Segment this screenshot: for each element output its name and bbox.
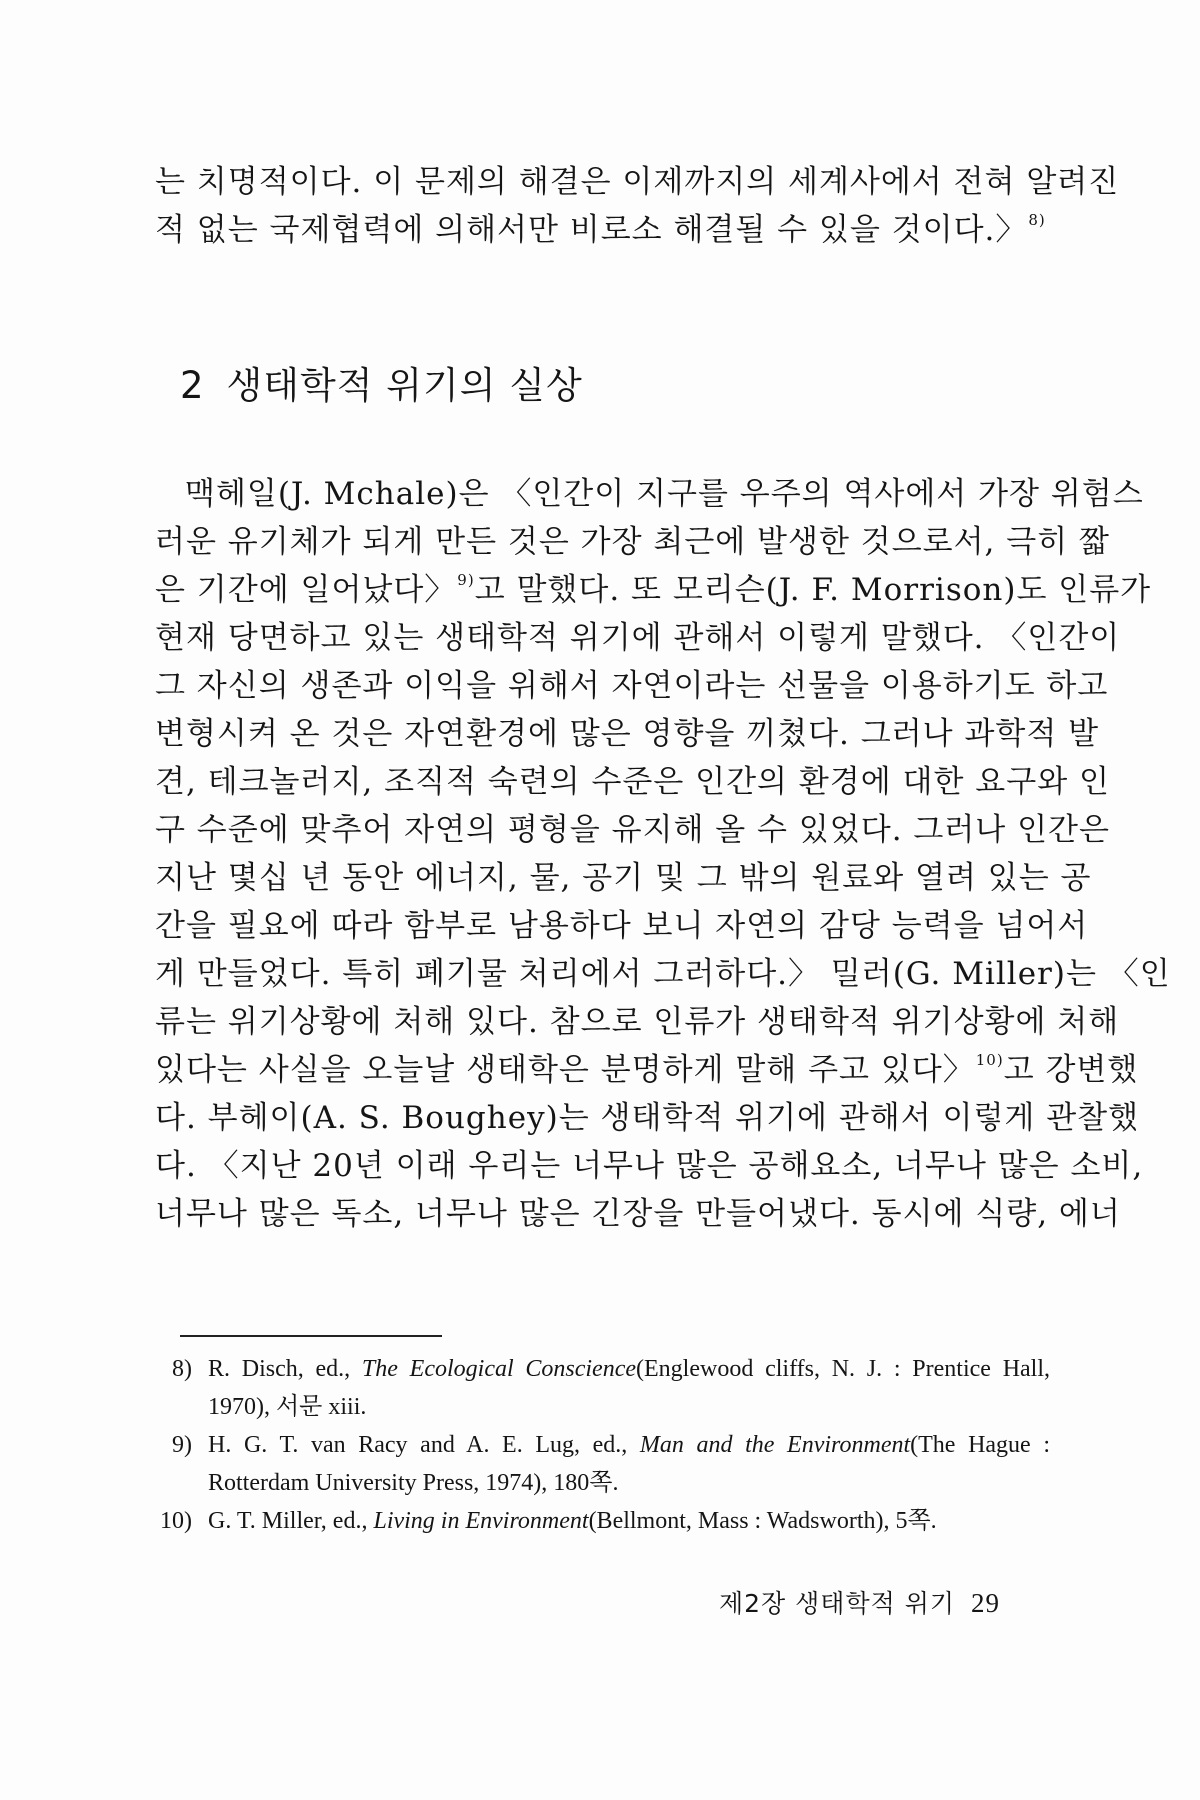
footnote-text: G. T. Miller, ed., [208,1508,374,1534]
text-line: 변형시켜 온 것은 자연환경에 많은 영향을 끼쳤다. 그러나 과학적 발 [155,716,1100,752]
footnote-text: (The Hague : [910,1432,1050,1458]
text-line-content: 적 없는 국제협력에 의해서만 비로소 해결될 수 있을 것이다.〉 [155,212,1028,248]
footnote-work-title: The Ecological Conscience [361,1356,637,1382]
text-line: 러운 유기체가 되게 만든 것은 가장 최근에 발생한 것으로서, 극히 짧 [155,524,1110,560]
footnote-line [208,1502,1050,1540]
text-line: 견, 테크놀러지, 조직적 숙련의 수준은 인간의 환경에 대한 요구와 인 [155,764,1110,800]
footnote-text: R. Disch, ed., [208,1356,362,1382]
footnote-divider [180,1335,442,1337]
body-paragraph [155,470,1171,1238]
text-segment: 고 말했다. 또 모리슨(J. F. Morrison)도 인류가 [474,572,1152,608]
text-line: 는 치명적이다. 이 문제의 해결은 이제까지의 세계사에서 전혀 알려진 [155,164,1120,200]
text-line: 구 수준에 맞추어 자연의 평형을 유지해 올 수 있었다. 그러나 인간은 [155,812,1110,848]
footnote-work-title: Man and the Environment [639,1432,911,1458]
footnote-number: 8) [172,1356,192,1382]
text-line: 다. 부헤이(A. S. Boughey)는 생태학적 위기에 관해서 이렇게 관찰했 [155,1100,1140,1136]
text-line: 너무나 많은 독소, 너무나 많은 긴장을 만들어냈다. 동시에 식량, 에너 [155,1196,1121,1232]
footnotes [160,1350,1051,1540]
text-line: 다. 〈지난 20년 이래 우리는 너무나 많은 공해요소, 너무나 많은 소비, [155,1148,1144,1184]
text-line [155,1046,1139,1094]
footnote-reference[interactable]: 9) [457,571,475,589]
page-number: 29 [971,1588,1000,1618]
footnote-8 [172,1350,1051,1426]
footnote-line [208,1426,1050,1464]
section-number: 2 [180,364,205,407]
text-line: 맥헤일(J. Mchale)은 〈인간이 지구를 우주의 역사에서 가장 위험스 [185,476,1144,512]
text-line: 간을 필요에 따라 함부로 남용하다 보니 자연의 감당 능력을 넘어서 [155,908,1089,944]
footnote-text: (Bellmont, Mass : Wadsworth), 5쪽. [588,1508,937,1534]
text-line: 그 자신의 생존과 이익을 위해서 자연이라는 선물을 이용하기도 하고 [155,668,1109,704]
text-segment: 고 강변했 [1003,1052,1139,1088]
text-line: 지난 몇십 년 동안 에너지, 물, 공기 및 그 밖의 원료와 열려 있는 공 [155,860,1092,896]
text-line [155,206,1045,254]
section-heading [180,362,583,410]
footnote-line [208,1350,1050,1388]
footnote-reference[interactable]: 8) [1028,211,1046,229]
footnote-9 [172,1426,1050,1502]
footnote-work-title: Living in Environment [373,1508,589,1534]
section-title: 생태학적 위기의 실상 [226,364,583,407]
footnote-number: 9) [172,1432,192,1458]
footnote-text: H. G. T. van Racy and A. E. Lug, ed., [208,1432,640,1458]
running-footer [719,1585,1000,1622]
text-line: 게 만들었다. 특히 폐기물 처리에서 그러하다.〉 밀러(G. Miller)는 〈인 [155,956,1171,992]
footnote-reference[interactable]: 10) [975,1051,1004,1069]
footnote-text: (Englewood cliffs, N. J. : Prentice Hall, [636,1356,1051,1382]
intro-paragraph [155,158,1120,254]
text-line [155,566,1152,614]
footnote-10 [160,1502,1050,1540]
text-segment: 있다는 사실을 오늘날 생태학은 분명하게 말해 주고 있다〉 [155,1052,975,1088]
text-line: 현재 당면하고 있는 생태학적 위기에 관해서 이렇게 말했다. 〈인간이 [155,620,1121,656]
footnote-line: 1970), 서문 xiii. [208,1394,367,1420]
chapter-title: 제2장 생태학적 위기 [719,1589,955,1618]
text-line: 류는 위기상황에 처해 있다. 참으로 인류가 생태학적 위기상황에 처해 [155,1004,1120,1040]
footnote-line: Rotterdam University Press, 1974), 180쪽. [208,1470,619,1496]
text-segment: 은 기간에 일어났다〉 [155,572,457,608]
footnote-number: 10) [160,1508,192,1534]
